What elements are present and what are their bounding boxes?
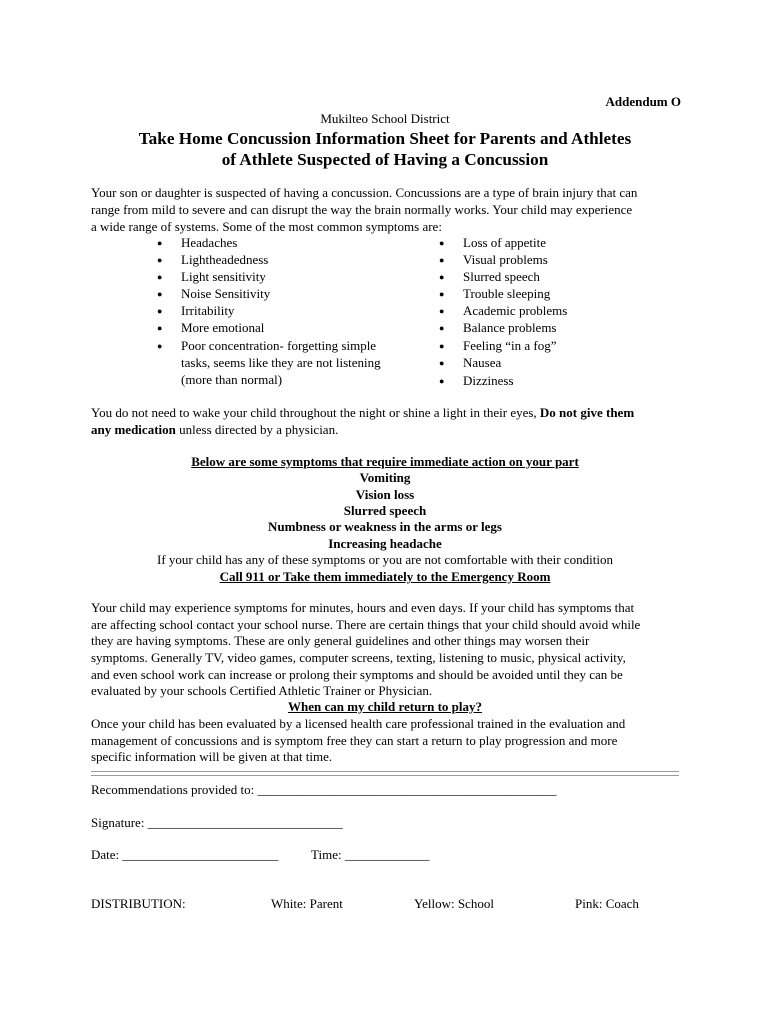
- bullet-icon: ●: [157, 238, 163, 248]
- signature-field[interactable]: Signature: ______________________________: [91, 815, 343, 830]
- list-item: Dizziness: [463, 373, 514, 388]
- guidance-line: Your child may experience symptoms for minutes, hours and even days. If your child has symptoms that: [91, 600, 635, 615]
- list-item: Irritability: [181, 303, 235, 318]
- section-divider: [91, 771, 679, 776]
- no-wake-text: You do not need to wake your child throughout the night or shine a light in their eyes,: [91, 405, 540, 420]
- list-item: Trouble sleeping: [463, 286, 551, 301]
- urgent-symptom: Vision loss: [355, 487, 415, 502]
- addendum-label: Addendum O: [605, 94, 681, 109]
- list-item: Lightheadedness: [181, 252, 269, 267]
- list-item: Balance problems: [463, 320, 557, 335]
- guidance-line: evaluated by your schools Certified Athletic Trainer or Physician.: [91, 683, 433, 698]
- list-item: Light sensitivity: [181, 269, 266, 284]
- return-to-play-heading: When can my child return to play?: [287, 699, 483, 714]
- list-item: Noise Sensitivity: [181, 286, 271, 301]
- list-item: More emotional: [181, 320, 265, 335]
- list-item: Visual problems: [463, 252, 548, 267]
- guidance-line: symptoms. Generally TV, video games, computer screens, texting, listening to music, physical activity,: [91, 650, 626, 665]
- return-to-play-line: specific information will be given at that time.: [91, 749, 333, 764]
- distribution-pink: Pink: Coach: [575, 896, 639, 911]
- return-to-play-line: Once your child has been evaluated by a licensed health care professional trained in the evaluation and: [91, 716, 626, 731]
- no-medication-warning: Do not give them: [539, 405, 635, 420]
- bullet-icon: ●: [157, 289, 163, 299]
- bullet-icon: ●: [439, 238, 445, 248]
- list-item: Loss of appetite: [463, 235, 547, 250]
- no-wake-text: unless directed by a physician.: [175, 422, 339, 437]
- bullet-icon: ●: [157, 272, 163, 282]
- urgent-symptom: Vomiting: [359, 470, 411, 485]
- bullet-icon: ●: [439, 306, 445, 316]
- date-field[interactable]: Date: ________________________: [91, 847, 279, 862]
- bullet-icon: ●: [157, 306, 163, 316]
- no-wake-line-1: [91, 405, 634, 422]
- list-item: Headaches: [181, 235, 238, 250]
- title-line-1: Take Home Concussion Information Sheet for Parents and Athletes: [138, 129, 632, 148]
- no-wake-line-2: [91, 422, 338, 439]
- bullet-icon: ●: [157, 255, 163, 265]
- bullet-icon: ●: [157, 323, 163, 333]
- guidance-line: and even school work can increase or prolong their symptoms and should be avoided until they can be: [91, 667, 623, 682]
- intro-line: a wide range of systems. Some of the most common symptoms are:: [91, 219, 442, 234]
- bullet-icon: ●: [439, 272, 445, 282]
- no-medication-warning-cont: any medication: [91, 422, 176, 437]
- intro-line: range from mild to severe and can disrupt the way the brain normally works. Your child may experience: [91, 202, 633, 217]
- intro-line: Your son or daughter is suspected of having a concussion. Concussions are a type of brain injury that can: [91, 185, 638, 200]
- list-item: Poor concentration- forgetting simple: [181, 338, 377, 353]
- bullet-icon: ●: [439, 289, 445, 299]
- district-name: Mukilteo School District: [320, 111, 450, 126]
- return-to-play-line: management of concussions and is symptom free they can start a return to play progression and more: [91, 733, 618, 748]
- distribution-white: White: Parent: [271, 896, 343, 911]
- condition-text: If your child has any of these symptoms or you are not comfortable with their condition: [157, 552, 613, 567]
- time-field[interactable]: Time: _____________: [311, 847, 430, 862]
- bullet-icon: ●: [439, 341, 445, 351]
- bullet-icon: ●: [439, 376, 445, 386]
- urgent-symptom: Slurred speech: [343, 503, 427, 518]
- distribution-yellow: Yellow: School: [414, 896, 494, 911]
- title-line-2: of Athlete Suspected of Having a Concussion: [221, 150, 549, 169]
- bullet-icon: ●: [439, 255, 445, 265]
- bullet-icon: ●: [439, 358, 445, 368]
- list-item-continuation: (more than normal): [181, 372, 283, 387]
- bullet-icon: ●: [157, 341, 163, 351]
- call-911-instruction: Call 911 or Take them immediately to the Emergency Room: [219, 569, 551, 584]
- immediate-action-heading: Below are some symptoms that require immediate action on your part: [191, 454, 579, 469]
- list-item: Nausea: [463, 355, 502, 370]
- list-item: Academic problems: [463, 303, 568, 318]
- guidance-line: they are having symptoms. These are only general guidelines and other things may worsen their: [91, 633, 590, 648]
- guidance-line: are affecting school contact your school nurse. There are certain things that your child should avoid while: [91, 617, 641, 632]
- list-item: Slurred speech: [463, 269, 540, 284]
- recommendations-field[interactable]: Recommendations provided to: ______________________________________________: [91, 782, 557, 797]
- list-item: Feeling “in a fog”: [463, 338, 557, 353]
- urgent-symptom: Increasing headache: [328, 536, 442, 551]
- distribution-label: DISTRIBUTION:: [91, 896, 186, 911]
- urgent-symptom: Numbness or weakness in the arms or legs: [268, 519, 502, 534]
- list-item-continuation: tasks, seems like they are not listening: [181, 355, 381, 370]
- bullet-icon: ●: [439, 323, 445, 333]
